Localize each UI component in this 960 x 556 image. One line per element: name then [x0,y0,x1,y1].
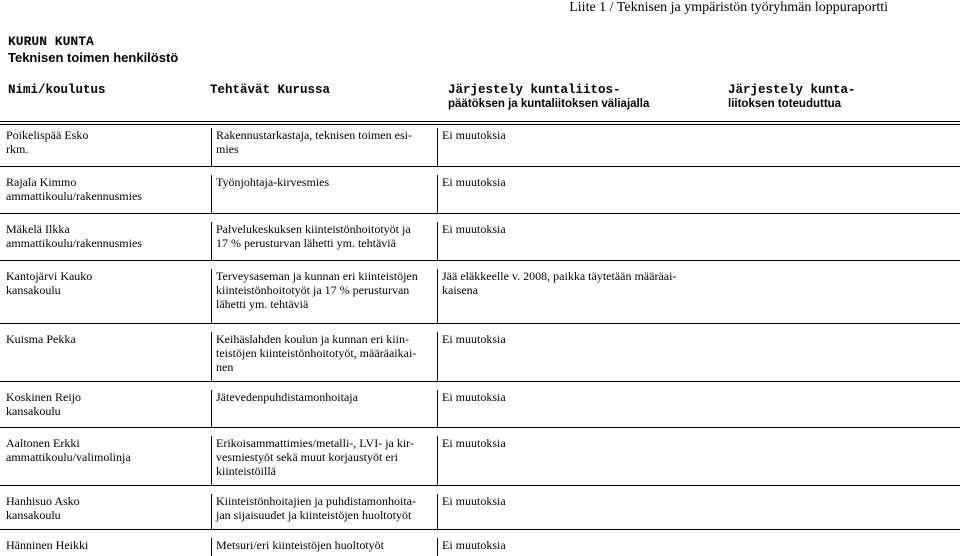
row-task-line: Terveysaseman ja kunnan eri kiinteistöjen [216,269,418,283]
row-arrangement-line: Ei muutoksia [442,390,506,404]
row-arrangement-line: Ei muutoksia [442,175,506,189]
row-name [6,390,81,418]
header-interim-line1: Järjestely kuntaliitos- [448,83,621,97]
row-task [216,175,329,189]
column-divider [211,494,212,529]
header-final-line2: liitoksen toteuduttua [728,98,842,110]
row-arrangement [442,390,506,404]
row-task [216,269,418,311]
header-final-line1: Järjestely kunta- [728,83,856,97]
row-arrangement-line: Ei muutoksia [442,222,506,236]
header-name: Nimi/koulutus [8,83,106,97]
row-name [6,269,92,297]
column-divider [211,269,212,323]
row-name-line: kansakoulu [6,283,61,297]
row-arrangement-line: Ei muutoksia [442,538,506,552]
row-name-line: Aaltonen Erkki [6,436,80,450]
row-name-line: ammattikoulu/valimolinja [6,450,131,464]
row-arrangement-line: Ei muutoksia [442,494,506,508]
column-divider [211,390,212,427]
row-task [216,494,416,522]
row-task-line: Jätevedenpuhdistamonhoitaja [216,390,358,404]
row-task [216,332,416,374]
row-arrangement [442,332,506,346]
row-task-line: Keihäslahden koulun ja kunnan eri kiin- [216,332,409,346]
row-name-line: ammattikoulu/rakennusmies [6,236,142,250]
header-tasks: Tehtävät Kurussa [210,83,331,97]
row-arrangement [442,269,676,297]
org-name: KURUN KUNTA [8,34,94,49]
row-task-line: Metsuri/eri kiinteistöjen huoltotyöt [216,538,384,552]
page-subtitle: Teknisen toimen henkilöstö [8,50,179,65]
row-task-line: kiinteistöillä [216,464,276,478]
row-task-line: Työnjohtaja-kirvesmies [216,175,330,189]
header-final-arrangement [728,83,856,110]
row-task-line: teistöjen kiinteistönhoitotyöt, määräaikai- [216,346,417,360]
row-arrangement [442,436,506,450]
appendix-title: Liite 1 / Teknisen ja ympäristön työryhmän loppuraportti [569,0,888,15]
column-divider [211,128,212,166]
row-arrangement-line: Ei muutoksia [442,436,506,450]
row-arrangement-line: Ei muutoksia [442,128,506,142]
row-name [6,494,80,522]
row-task-line: Erikoisammattimies/metalli-, LVI- ja kir- [216,436,414,450]
table-top-border [0,121,960,122]
row-task-line: Rakennustarkastaja, teknisen toimen esi- [216,128,412,142]
row-task-line: lähetti ym. tehtäviä [216,297,309,311]
row-arrangement-line: Jää eläkkeelle v. 2008, paikka täytetään määräai- [442,269,677,283]
column-divider [437,222,438,260]
column-divider [211,436,212,485]
row-divider [0,485,960,486]
row-task-line: Palvelukeskuksen kiinteistönhoitotyöt ja [216,222,411,236]
row-divider [0,427,960,428]
row-divider [0,529,960,530]
header-interim-line2: päätöksen ja kuntaliitoksen väliajalla [448,98,650,110]
row-task-line: vesmiestyöt sekä muut korjaustyöt eri [216,450,398,464]
column-divider [437,128,438,166]
row-name-line: Poikelispää Esko [6,128,89,142]
row-name-line: Mäkelä Ilkka [6,222,70,236]
row-name-line: Rajala Kimmo [6,175,77,189]
row-task-line: nen [216,360,234,374]
column-divider [437,538,438,556]
row-name-line: Kuisma Pekka [6,332,76,346]
row-name [6,436,131,464]
column-divider [437,494,438,529]
row-name [6,332,76,346]
table-header-border [0,124,960,125]
row-task [216,222,411,250]
row-task-line: Kiinteistönhoitajien ja puhdistamonhoita- [216,494,416,508]
row-name [6,175,142,203]
row-arrangement [442,494,506,508]
column-divider [211,538,212,556]
row-arrangement [442,128,506,142]
column-divider [437,332,438,381]
column-divider [211,175,212,213]
row-divider [0,323,960,324]
row-arrangement [442,175,506,189]
column-divider [437,390,438,427]
row-task-line: kiinteistönhoitotyöt ja 17 % perusturvan [216,283,410,297]
row-name [6,538,88,552]
row-task [216,538,384,552]
row-task-line: 17 % perusturvan lähetti ym. tehtäviä [216,236,396,250]
row-divider [0,213,960,214]
row-task-line: mies [216,142,239,156]
column-divider [437,269,438,323]
row-task [216,390,358,404]
row-arrangement-line: kaisena [442,283,478,297]
row-name-line: rkm. [6,142,29,156]
row-divider [0,381,960,382]
column-divider [211,222,212,260]
row-task-line: jan sijaisuudet ja kiinteistöjen huoltotyöt [216,508,412,522]
row-divider [0,166,960,167]
row-name-line: kansakoulu [6,508,61,522]
column-divider [211,332,212,381]
row-name-line: Kantojärvi Kauko [6,269,93,283]
row-name [6,128,88,156]
row-name-line: Koskinen Reijo [6,390,81,404]
row-name [6,222,142,250]
row-task [216,436,414,478]
row-arrangement-line: Ei muutoksia [442,332,506,346]
row-name-line: Hanhisuo Asko [6,494,80,508]
column-divider [437,436,438,485]
row-name-line: Hänninen Heikki [6,538,89,552]
column-divider [437,175,438,213]
row-arrangement [442,538,506,552]
row-name-line: ammattikoulu/rakennusmies [6,189,142,203]
row-name-line: kansakoulu [6,404,61,418]
row-arrangement [442,222,506,236]
row-task [216,128,412,156]
row-divider [0,260,960,261]
header-interim-arrangement [448,83,649,110]
